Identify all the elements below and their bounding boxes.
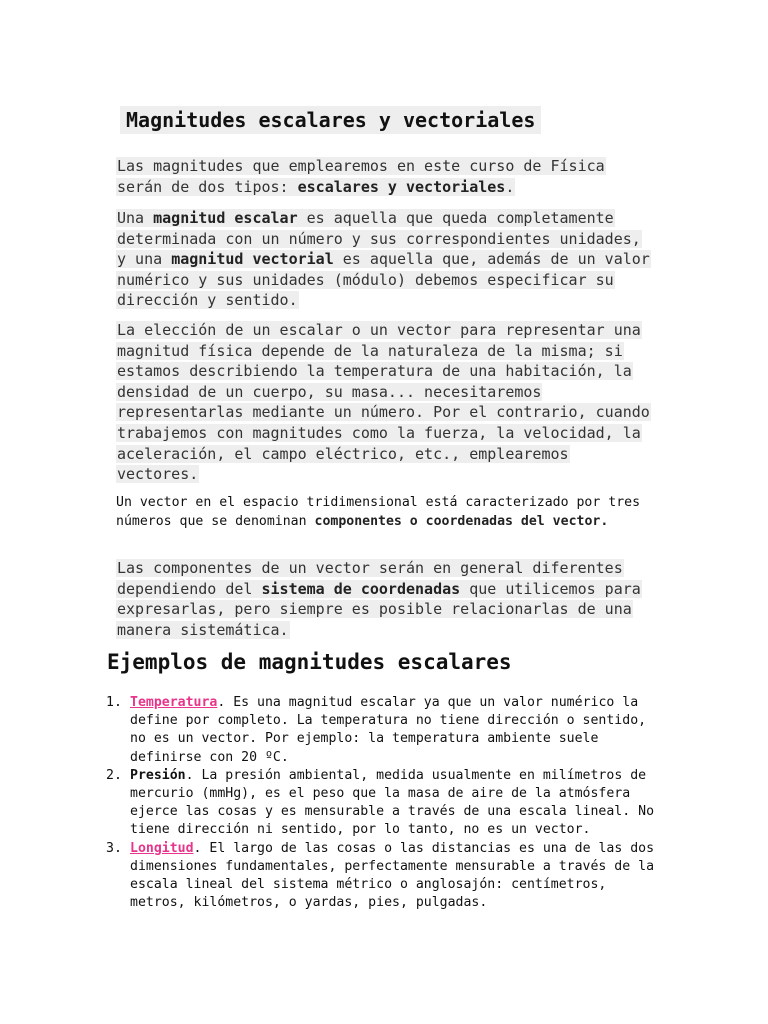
- eleccion-text: La elección de un escalar o un vector para representar una magnitud física depende de la naturaleza de la misma; si estamos describiendo la temperatura de una habitación, la densidad de un cuerpo, su masa... necesitaremos representarlas mediante un número. Por el contrario, cuando trabajemos con magnitudes como la fuerza, la velocidad, la aceleración, el campo eléctrico, etc., emplearemos vectores.: [117, 321, 650, 484]
- list-number: 2.: [106, 767, 122, 783]
- term-sistema-coordenadas: sistema de coordenadas: [261, 579, 461, 598]
- componentes-text-2: que utilicemos para expresarlas, pero siempre es posible relacionarlas de una manera sistemática.: [117, 579, 641, 639]
- paragraph-intro: [116, 156, 652, 197]
- term-magnitud-escalar: magnitud escalar: [153, 209, 298, 227]
- paragraph-vector-tridimensional: [116, 493, 652, 531]
- list-item-text: . La presión ambiental, medida usualmente en milímetros de mercurio (mmHg), es el peso que la masa de aire de la atmósfera ejerce las cosas y es mensurable a través de una escala lineal. No tiene dirección ni sentido, por lo tanto, no es un vector.: [130, 767, 655, 838]
- intro-text-end: .: [505, 177, 515, 196]
- term-magnitud-vectorial: magnitud vectorial: [171, 250, 334, 269]
- list-item-text: . El largo de las cosas o las distancias es una de las dos dimensiones fundamentales, perfectamente mensurable a través de la escala lineal del sistema métrico o anglosajón: centímetros, metros, kilómetros, o yardas, pies, pulgadas.: [130, 840, 655, 911]
- list-number: 3.: [106, 840, 122, 856]
- list-item: [106, 767, 666, 840]
- vector-text: Un vector en el espacio tridimensional está caracterizado por tres números que se denominan: [116, 495, 641, 529]
- term-presion: Presión: [130, 767, 186, 783]
- page-title: Magnitudes escalares y vectoriales: [120, 106, 541, 134]
- list-number: 1.: [106, 695, 122, 710]
- componentes-text-1: Las componentes de un vector serán en general diferentes dependiendo del: [117, 559, 623, 598]
- list-item-text: . Es una magnitud escalar ya que un valor numérico la define por completo. La temperatura no tiene dirección o sentido, no es un vector. Por ejemplo: la temperatura ambiente suele definirse con 20 ºC.: [130, 695, 647, 765]
- paragraph-eleccion: [116, 320, 652, 485]
- link-longitud[interactable]: Longitud: [130, 840, 194, 856]
- definitions-text-2: es aquella que queda completamente determinada con un número y sus correspondientes unidades, y una: [117, 209, 641, 269]
- definitions-text-3: es aquella que, además de un valor numérico y sus unidades (módulo) debemos especificar su dirección y sentido.: [117, 250, 650, 310]
- intro-bold-types: escalares y vectoriales: [297, 177, 506, 196]
- definitions-text-1: Una: [117, 209, 154, 227]
- term-componentes: componentes o coordenadas del vector.: [314, 514, 609, 529]
- paragraph-componentes: [116, 558, 652, 640]
- intro-text: Las magnitudes que emplearemos en este curso de Física serán de dos tipos:: [117, 157, 605, 196]
- list-item: [106, 840, 666, 913]
- link-temperatura[interactable]: Temperatura: [130, 695, 218, 710]
- section-heading-ejemplos: Ejemplos de magnitudes escalares: [107, 650, 512, 674]
- examples-list: [106, 694, 666, 912]
- paragraph-definitions: [116, 208, 652, 311]
- list-item: [106, 694, 666, 767]
